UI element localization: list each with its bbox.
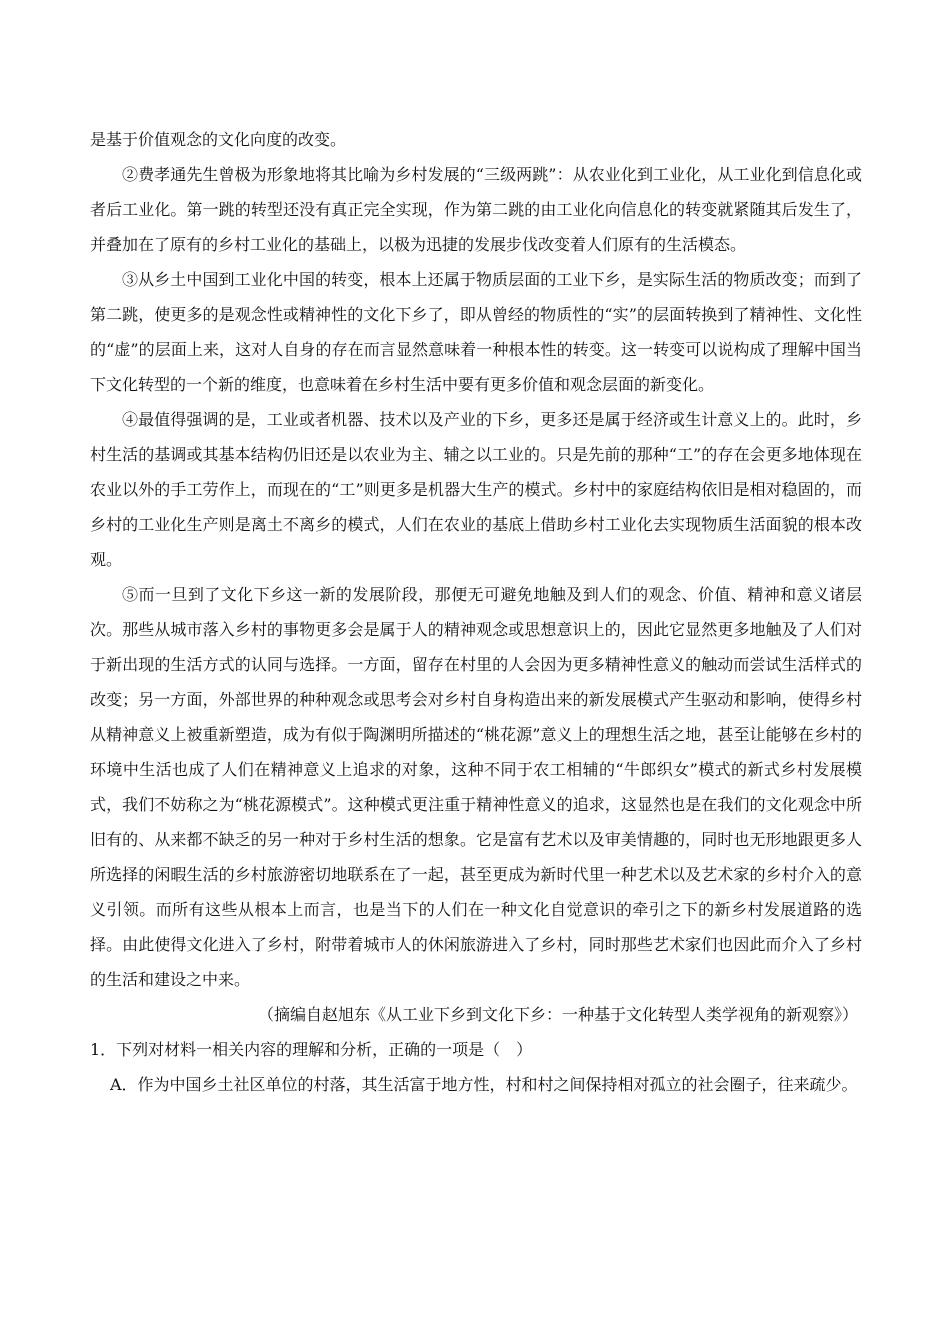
question-stem: 1．下列对材料一相关内容的理解和分析，正确的一项是（ ） <box>90 1040 533 1059</box>
paragraph-2: ②费孝通先生曾极为形象地将其比喻为乡村发展的“三级两跳”：从农业化到工业化，从工业化到信息化或者后工业化。第一跳的转型还没有真正完全实现，作为第二跳的由工业化向信息化的转变就紧随其后发生了，并叠加在了原有的乡村工业化的基础上，以极为迅捷的发展步伐改变着人们原有的生活模态。 <box>90 165 862 254</box>
paragraph-4: ④最值得强调的是，工业或者机器、技术以及产业的下乡，更多还是属于经济或生计意义上的。此时，乡村生活的基调或其基本结构仍旧还是以农业为主、辅之以工业的。只是先前的那种“工”的存在会更多地体现在农业以外的手工劳作上，而现在的“工”则更多是机器大生产的模式。乡村中的家庭结构依旧是相对稳固的，而乡村的工业化生产则是离土不离乡的模式，人们在农业的基底上借助乡村工业化去实现物质生活面貌的根本改观。 <box>90 410 862 569</box>
source-citation: （摘编自赵旭东《从工业下乡到文化下乡：一种基于文化转型人类学视角的新观察》） <box>257 1005 858 1024</box>
paragraph-3: ③从乡土中国到工业化中国的转变，根本上还属于物质层面的工业下乡，是实际生活的物质改变；而到了第二跳，使更多的是观念性或精神性的文化下乡了，即从曾经的物质性的“实”的层面转换到了精神性、文化性的“虚”的层面上来，这对人自身的存在而言显然意味着一种根本性的转变。这一转变可以说构成了理解中国当下文化转型的一个新的维度，也意味着在乡村生活中要有更多价值和观念层面的新变化。 <box>90 270 862 394</box>
paragraph-5: ⑤而一旦到了文化下乡这一新的发展阶段，那便无可避免地触及到人们的观念、价值、精神和意义诸层次。那些从城市落入乡村的事物更多会是属于人的精神观念或思想意识上的，因此它显然更多地触及了人们对于新出现的生活方式的认同与选择。一方面，留存在村里的人会因为更多精神性意义的触动而尝试生活样式的改变；另一方面，外部世界的种种观念或思考会对乡村自身构造出来的新发展模式产生驱动和影响，使得乡村从精神意义上被重新塑造，成为有似于陶渊明所描述的“桃花源”意义上的理想生活之地，甚至让能够在乡村的环境中生活也成了人们在精神意义上追求的对象，这种不同于农工相辅的“牛郎织女”模式的新式乡村发展模式，我们不妨称之为“桃花源模式”。这种模式更注重于精神性意义的追求，这显然也是在我们的文化观念中所旧有的、从来都不缺乏的另一种对于乡村生活的想象。它是富有艺术以及审美情趣的，同时也无形地跟更多人所选择的闲暇生活的乡村旅游密切地联系在了一起，甚至更成为新时代里一种艺术以及艺术家的乡村介入的意义引领。而所有这些从根本上而言，也是当下的人们在一种文化自觉意识的牵引之下的新乡村发展道路的选择。由此使得文化进入了乡村，附带着城市人的休闲旅游进入了乡村，同时那些艺术家们也因此而介入了乡村的生活和建设之中来。 <box>90 585 862 989</box>
option-a: A．作为中国乡土社区单位的村落，其生活富于地方性，村和村之间保持相对孤立的社会圈子，往来疏少。 <box>110 1075 858 1094</box>
paragraph-continuation: 是基于价值观念的文化向度的改变。 <box>90 130 347 149</box>
article-body <box>90 122 862 1102</box>
